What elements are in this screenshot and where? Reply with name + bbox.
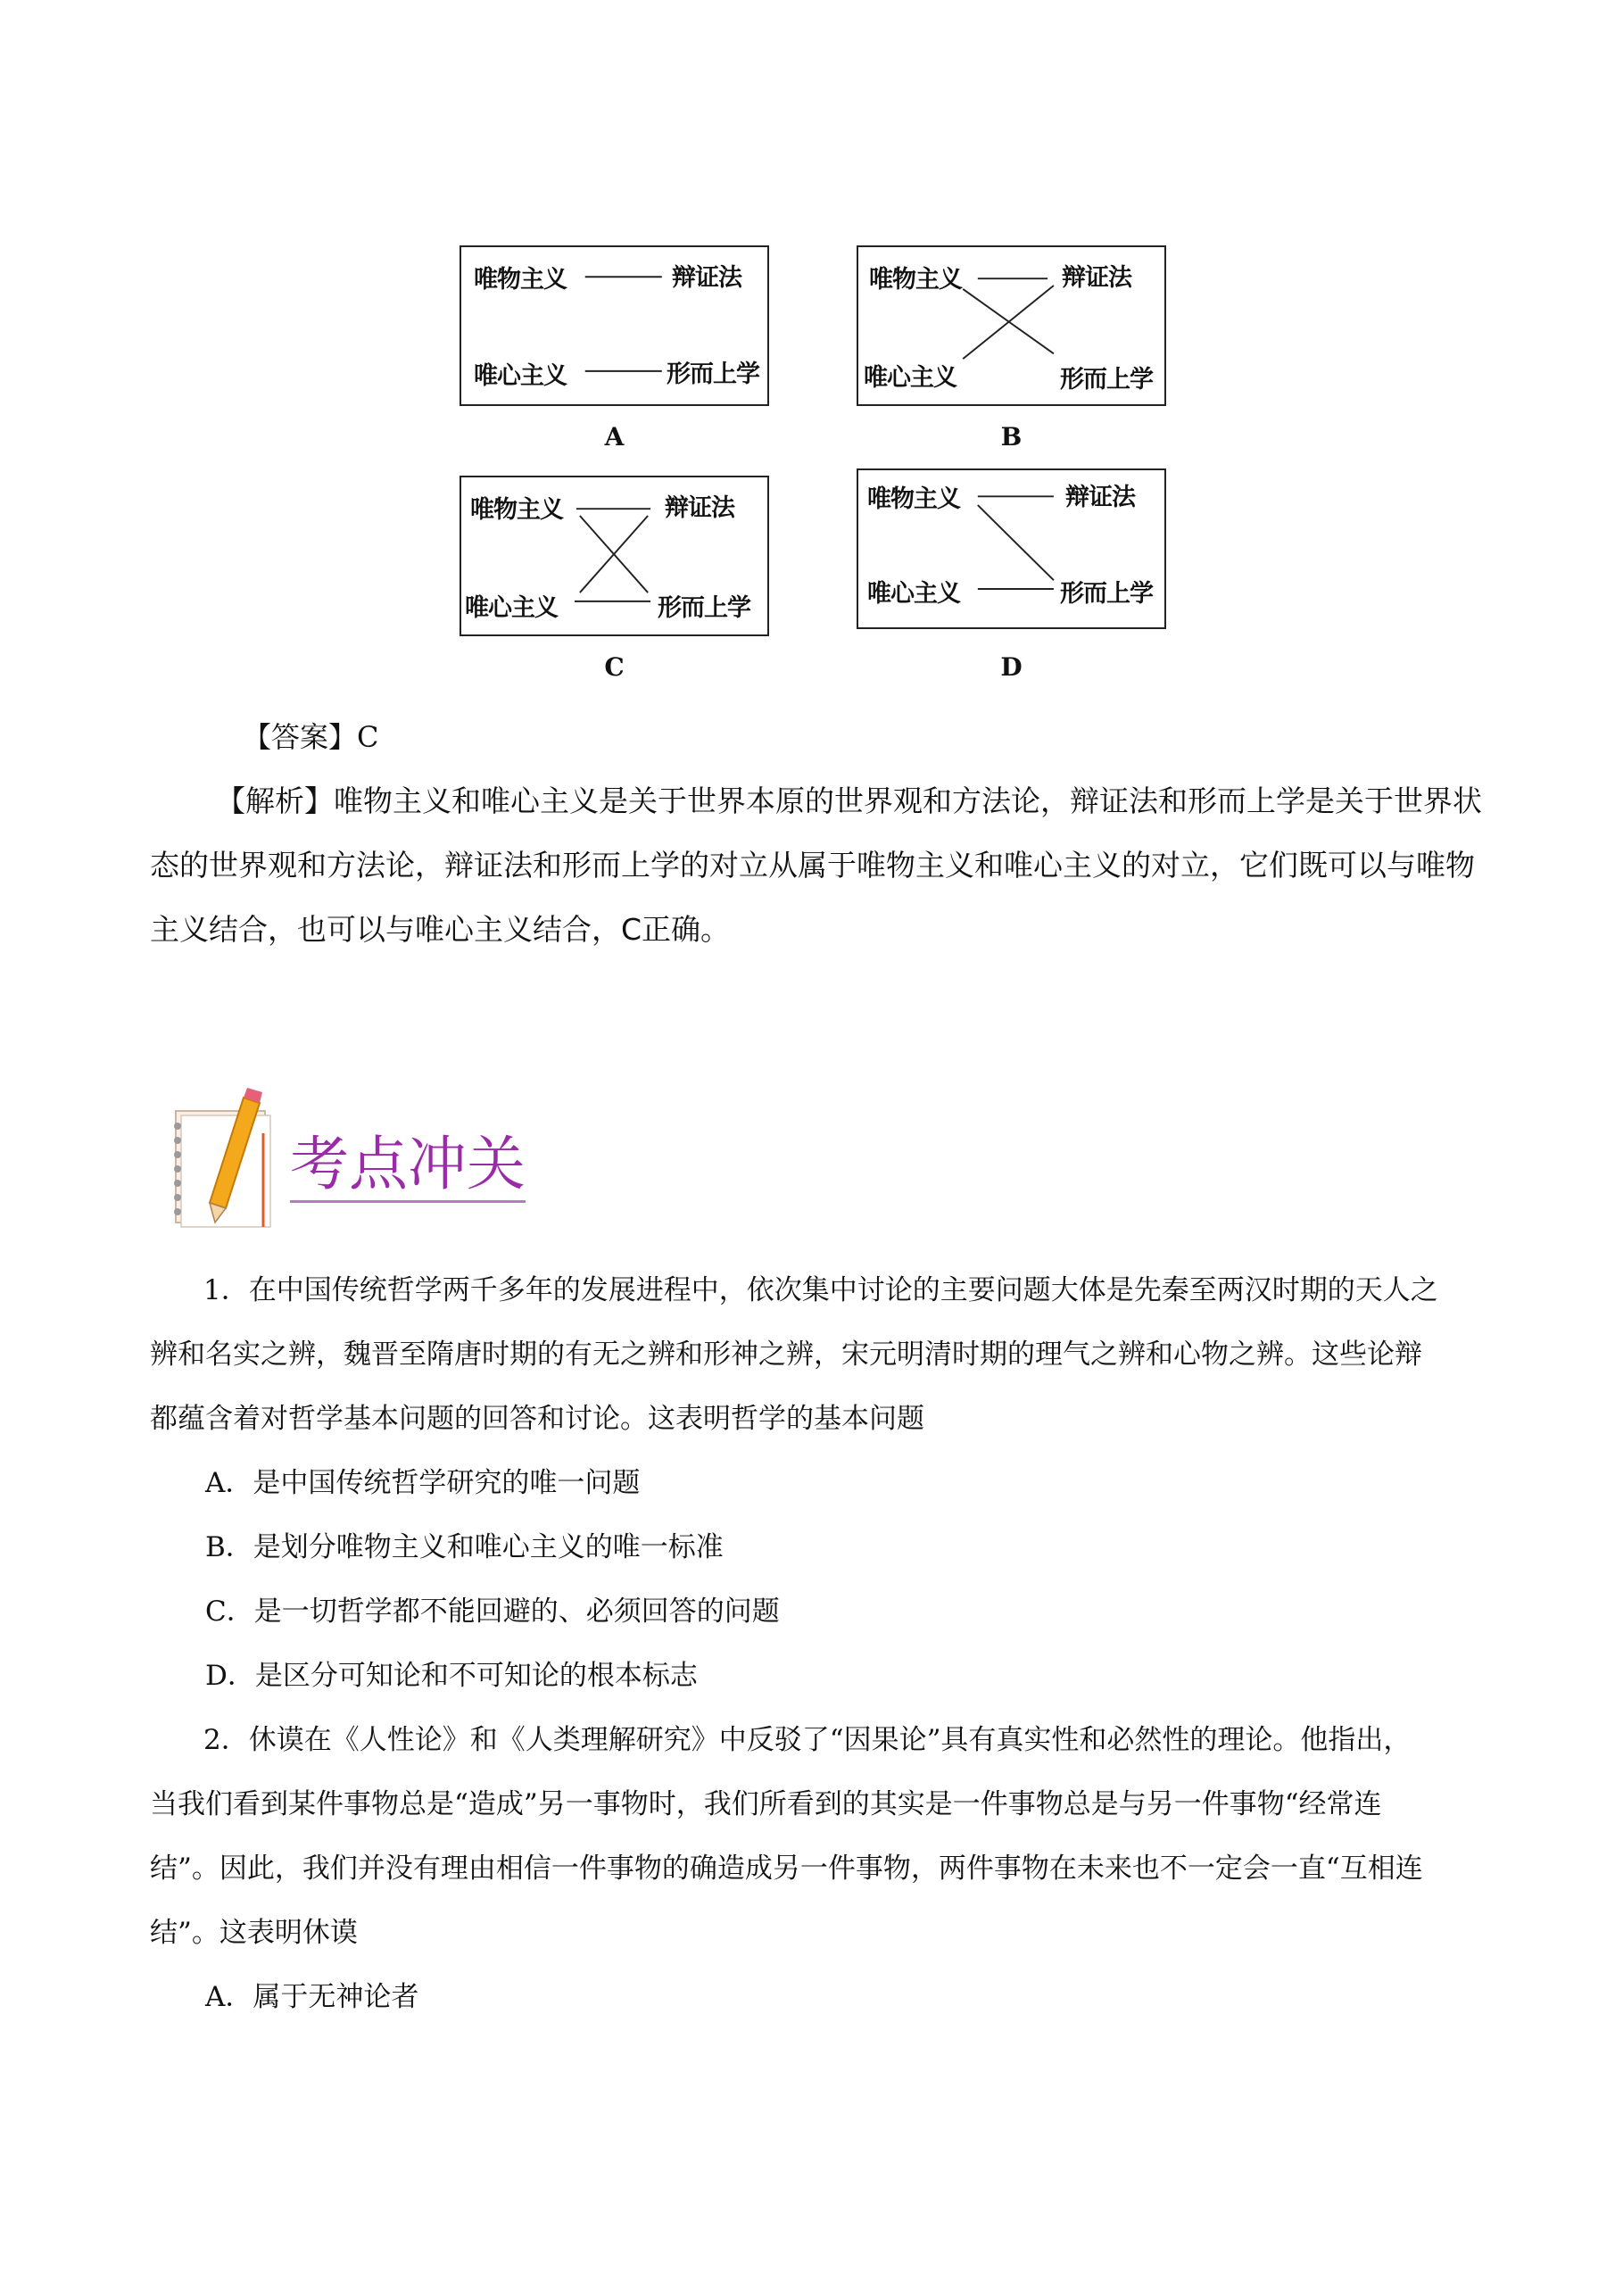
term-metaphysics: 形而上学 [667,361,759,388]
term-materialism: 唯物主义 [474,266,567,294]
diagram-a-caption: A [604,422,625,452]
diagram-b-caption: B [1000,422,1023,452]
diagram-b [857,245,1166,406]
term-dialectics: 辩证法 [672,264,741,292]
term-dialectics: 辩证法 [1065,484,1135,511]
answer-line: 【答案】C [243,720,379,754]
term-metaphysics: 形而上学 [658,594,750,622]
section-header [156,1080,558,1231]
question-1-option-c: C．是一切哲学都不能回避的、必须回答的问题 [205,1596,780,1628]
analysis-line: 主义结合，也可以与唯心主义结合，C正确。 [150,912,731,947]
term-materialism: 唯物主义 [869,266,962,294]
analysis-line: 态的世界观和方法论，辩证法和形而上学的对立从属于唯物主义和唯心主义的对立，它们既可以与唯物 [150,848,1475,883]
diagram-d [857,468,1166,629]
diagram-d-caption: D [1000,652,1023,682]
term-materialism: 唯物主义 [470,496,563,524]
term-metaphysics: 形而上学 [1060,580,1153,608]
analysis-paragraph [150,769,1482,962]
term-materialism: 唯物主义 [867,485,960,513]
term-idealism: 唯心主义 [867,580,960,608]
question-2-option-a: A．属于无神论者 [205,1981,419,2013]
section-title: 考点冲关 [290,1129,526,1203]
question-2-text: 2．休谟在《人性论》和《人类理解研究》中反驳了“因果论”具有真实性和必然性的理论。他指出， [203,1724,1412,1756]
term-idealism: 唯心主义 [465,594,558,622]
term-dialectics: 辩证法 [1062,264,1131,292]
diagram-options [460,245,1173,692]
question-1-text: 辨和名实之辨，魏晋至隋唐时期的有无之辨和形神之辨，宋元明清时期的理气之辨和心物之辨。这些论辩 [150,1339,1422,1371]
term-idealism: 唯心主义 [474,362,567,390]
term-metaphysics: 形而上学 [1060,366,1153,394]
term-idealism: 唯心主义 [864,364,956,392]
diagram-c [460,476,769,636]
question-1-text: 1．在中国传统哲学两千多年的发展进程中，依次集中讨论的主要问题大体是先秦至两汉时期的天人之 [203,1274,1438,1306]
question-2-text: 结”。因此，我们并没有理由相信一件事物的确造成另一件事物，两件事物在未来也不一定会一直“互相连 [150,1853,1423,1885]
term-dialectics: 辩证法 [665,494,734,522]
question-list [150,1258,1438,2029]
question-1-text: 都蕴含着对哲学基本问题的回答和讨论。这表明哲学的基本问题 [150,1403,924,1435]
question-2-text: 当我们看到某件事物总是“造成”另一事物时，我们所看到的其实是一件事物总是与另一件事物“经常连 [150,1788,1382,1820]
notebook-pencil-icon [156,1080,290,1231]
question-1-option-d: D．是区分可知论和不可知论的根本标志 [205,1660,698,1692]
analysis-line: 【解析】唯物主义和唯心主义是关于世界本原的世界观和方法论，辩证法和形而上学是关于世界状 [216,783,1482,818]
diagram-a [460,245,769,406]
question-1-option-a: A．是中国传统哲学研究的唯一问题 [205,1467,641,1499]
question-2-text: 结”。这表明休谟 [150,1917,358,1949]
diagram-c-caption: C [604,652,625,682]
question-1-option-b: B．是划分唯物主义和唯心主义的唯一标准 [205,1531,724,1563]
